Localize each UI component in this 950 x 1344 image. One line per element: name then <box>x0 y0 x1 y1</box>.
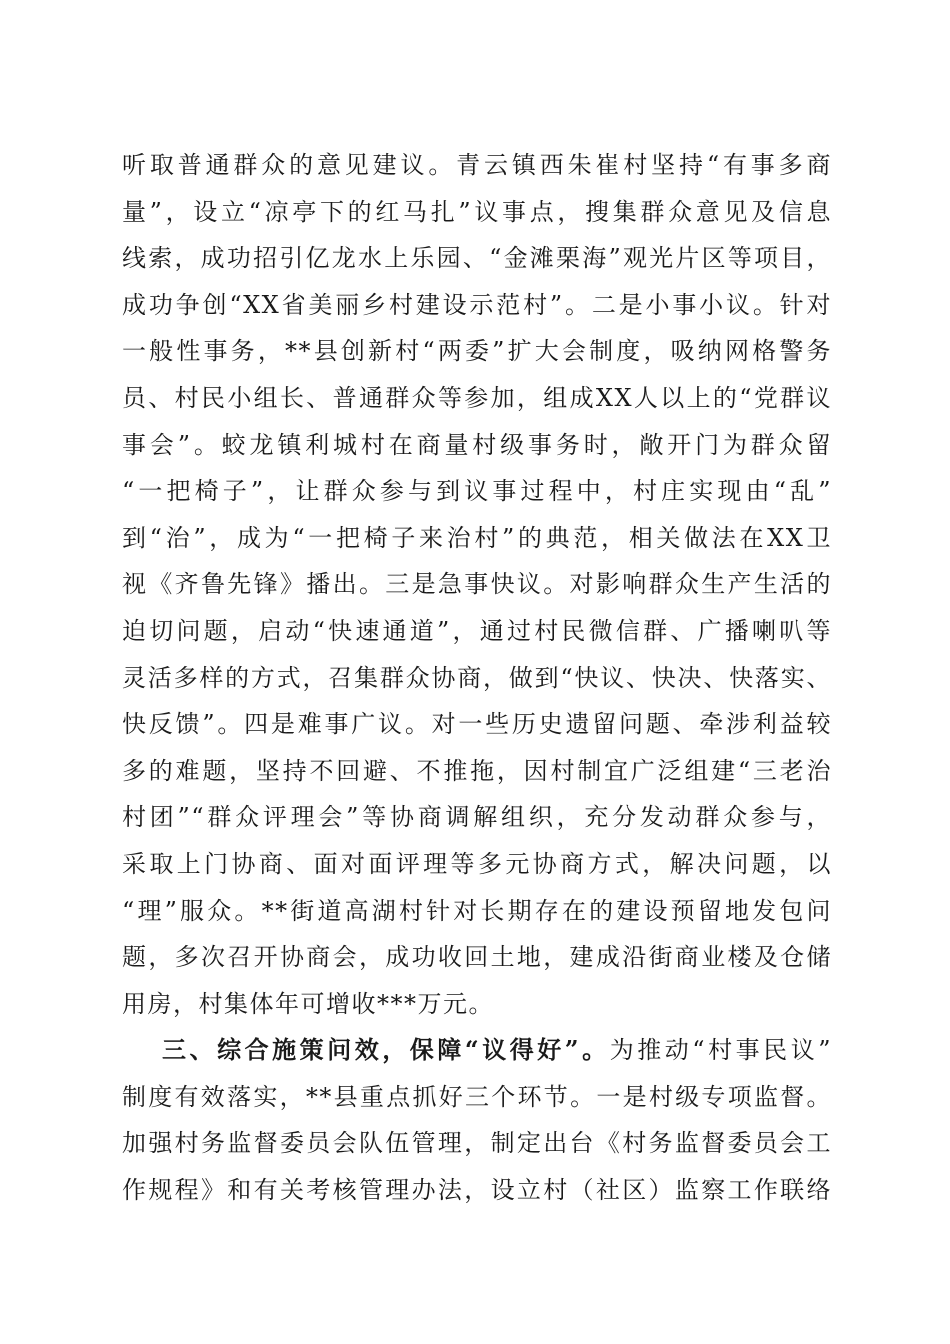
section-3-first-line <box>122 1027 832 1074</box>
text-line: 快反馈”。四是难事广议。对一些历史遗留问题、牵涉利益较 <box>122 710 832 739</box>
text-line: 制度有效落实，**县重点抓好三个环节。一是村级专项监督。 <box>122 1082 832 1111</box>
text-line: 一般性事务，**县创新村“两委”扩大会制度，吸纳网格警务 <box>122 337 832 366</box>
text-line: 视《齐鲁先锋》播出。三是急事快议。对影响群众生产生活的 <box>122 570 832 599</box>
text-line: 听取普通群众的意见建议。青云镇西朱崔村坚持“有事多商 <box>122 151 832 179</box>
text-line: 成功争创“XX省美丽乡村建设示范村”。二是小事小议。针对 <box>122 290 832 319</box>
text-line: 量”，设立“凉亭下的红马扎”议事点，搜集群众意见及信息 <box>122 197 832 226</box>
text-line: 到“治”，成为“一把椅子来治村”的典范，相关做法在XX卫 <box>122 523 832 552</box>
paragraph-section-2-tail <box>122 142 832 1027</box>
text-line: 题，多次召开协商会，成功收回土地，建成沿街商业楼及仓储 <box>122 943 832 972</box>
text-line: 作规程》和有关考核管理办法，设立村（社区）监察工作联络 <box>122 1176 832 1205</box>
section-3-heading: 三、综合施策问效，保障“议得好”。 <box>162 1035 610 1065</box>
text-line: 村团”“群众评理会”等协商调解组织，充分发动群众参与， <box>122 803 832 832</box>
text-line: “一把椅子”，让群众参与到议事过程中，村庄实现由“乱” <box>122 477 832 506</box>
text-line: 员、村民小组长、普通群众等参加，组成XX人以上的“党群议 <box>122 383 832 412</box>
text-line: 事会”。蛟龙镇利城村在商量村级事务时，敞开门为群众留 <box>122 430 832 459</box>
text-line: 采取上门协商、面对面评理等多元协商方式，解决问题，以 <box>122 849 832 878</box>
text-line: “理”服众。**街道高湖村针对长期存在的建设预留地发包问 <box>122 896 832 925</box>
text-line: 灵活多样的方式，召集群众协商，做到“快议、快决、快落实、 <box>122 663 832 692</box>
text-line: 加强村务监督委员会队伍管理，制定出台《村务监督委员会工 <box>122 1129 832 1158</box>
text-line: 多的难题，坚持不回避、不推拖，因村制宜广泛组建“三老治 <box>122 756 832 785</box>
text-line: 线索，成功招引亿龙水上乐园、“金滩栗海”观光片区等项目， <box>122 244 832 273</box>
text-line: 迫切问题，启动“快速通道”，通过村民微信群、广播喇叭等 <box>122 616 832 645</box>
body-text <box>122 142 832 1214</box>
text-line: 用房，村集体年可增收***万元。 <box>122 989 494 1018</box>
paragraph-section-3-body <box>122 1074 832 1214</box>
section-3-lead-text: 为推动“村事民议” <box>609 1036 832 1065</box>
